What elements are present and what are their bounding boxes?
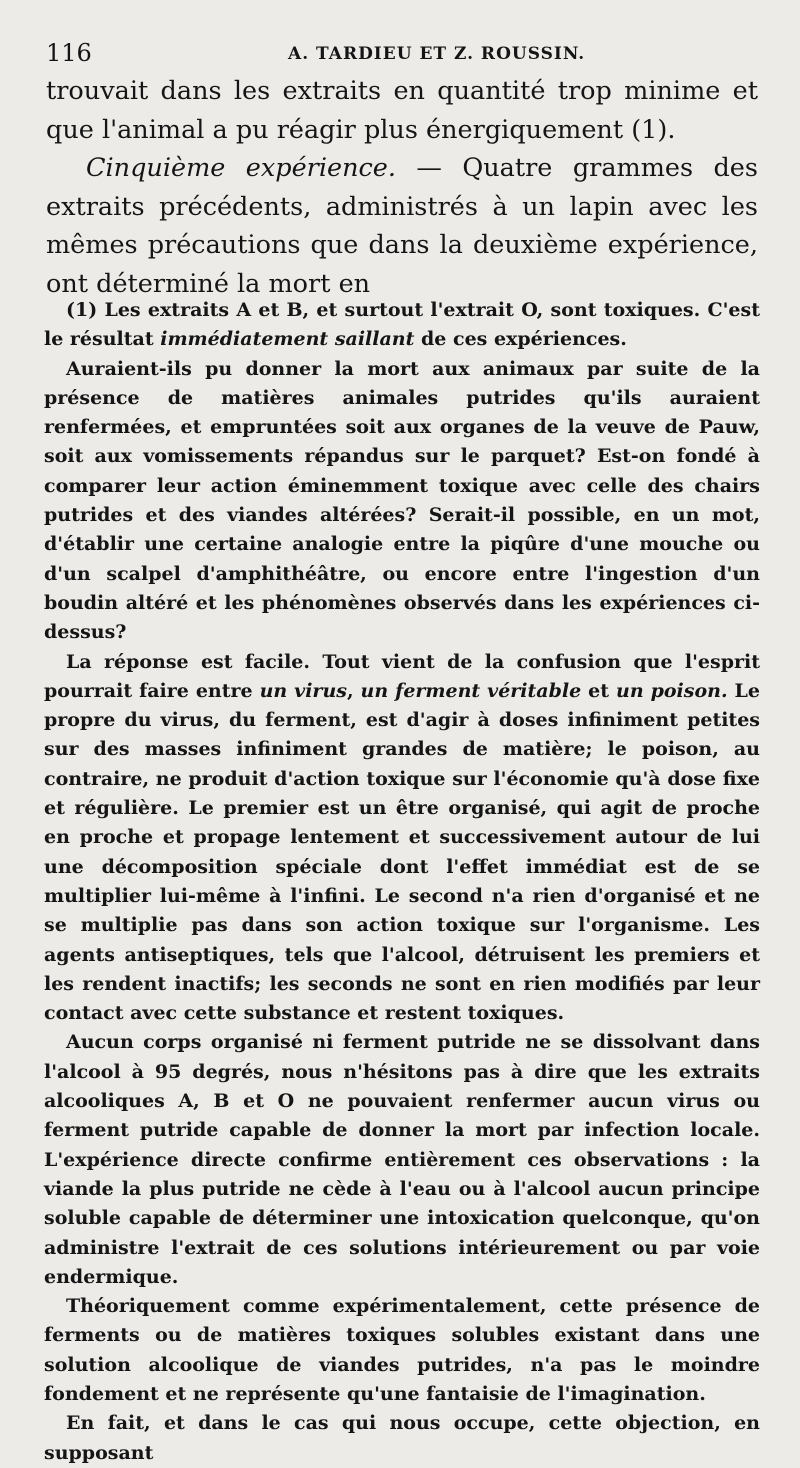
- footnote-lead: [44, 296, 760, 355]
- body-paragraph-2: [46, 149, 758, 303]
- p3-text-c: et: [581, 679, 616, 702]
- footnote: [44, 296, 760, 1468]
- footnote-lead-end: de ces expériences.: [414, 328, 627, 351]
- body-paragraph-1: trouvait dans les extraits en quantité trop minime et que l'animal a pu réagir plus énergiquement (1).: [46, 76, 758, 145]
- experiment-label: Cinquième expérience.: [86, 153, 396, 183]
- main-text: [46, 72, 758, 303]
- footnote-paragraph-2: Auraient-ils pu donner la mort aux animaux par suite de la présence de matières animales putrides qu'ils auraient renfermées, et empruntées soit aux organes de la veuve de Pauw, soit aux vomissements répandus sur le parquet? Est-on fondé à comparer leur action éminemment toxique avec celle des chairs putrides et des viandes altérées? Serait-il possible, en un mot, d'établir une certaine analogie entre la piqûre d'une mouche ou d'un scalpel d'amphithéâtre, ou encore entre l'ingestion d'un boudin altéré et les phénomènes observés dans les expériences ci-dessus?: [44, 357, 760, 644]
- p3-emphasis-poison: un poison.: [616, 679, 728, 702]
- p3-text-a: La réponse est facile. Tout vient de la confusion que l'esprit pourrait faire entre: [44, 650, 760, 702]
- footnote-paragraph-4: Aucun corps organisé ni ferment putride ne se dissolvant dans l'alcool à 95 degrés, nous n'hésitons pas à dire que les extraits alcooliques A, B et O ne pouvaient renfermer aucun virus ou ferment putride capable de donner la mort par infection locale. L'expérience directe confirme entièrement ces observations : la viande la plus putride ne cède à l'eau ou à l'alcool aucun principe soluble capable de déterminer une intoxication quelconque, qu'on administre l'extrait de ces solutions intérieurement ou par voie endermique.: [44, 1031, 760, 1288]
- p3-emphasis-virus: un virus: [259, 679, 347, 702]
- footnote-lead-text: Les extraits A et B, et surtout l'extrait O, sont toxiques. C'est le résultat: [44, 299, 760, 351]
- running-title: A. TARDIEU ET Z. ROUSSIN.: [288, 44, 586, 64]
- page-number: 116: [46, 39, 92, 67]
- p3-emphasis-ferment: un ferment véritable: [360, 679, 582, 702]
- footnote-paragraph-5: Théoriquement comme expérimentalement, cette présence de ferments ou de matières toxiques solubles existant dans une solution alcoolique de viandes putrides, n'a pas le moindre fondement et ne représente qu'une fantaisie de l'imagination.: [44, 1295, 760, 1405]
- p3-text-b: ,: [346, 679, 361, 702]
- footnote-emphasis: immédiatement saillant: [160, 328, 415, 351]
- footnote-paragraph-6: En fait, et dans le cas qui nous occupe, cette objection, en supposant: [44, 1412, 760, 1464]
- experiment-text: — Quatre grammes des extraits précédents, administrés à un lapin avec les mêmes précautions que dans la deuxième expérience, ont déterminé la mort en: [46, 153, 758, 299]
- footnote-paragraph-3: [44, 648, 760, 1029]
- p3-text-d: Le propre du virus, du ferment, est d'agir à doses infiniment petites sur des masses infiniment grandes de matière; le poison, au contraire, ne produit d'action toxique sur l'économie qu'à dose fixe et régulière. Le premier est un être organisé, qui agit de proche en proche et propage lentement et successivement autour de lui une décomposition spéciale dont l'effet immédiat est de se multiplier lui-même à l'infini. Le second n'a rien d'organisé et ne se multiplie pas dans son action toxique sur l'organisme. Les agents antiseptiques, tels que l'alcool, détruisent les premiers et les rendent inactifs; les seconds ne sont en rien modifiés par leur contact avec cette substance et restent toxiques.: [44, 679, 760, 1025]
- footnote-marker: (1): [66, 299, 98, 321]
- page-header: [40, 30, 760, 70]
